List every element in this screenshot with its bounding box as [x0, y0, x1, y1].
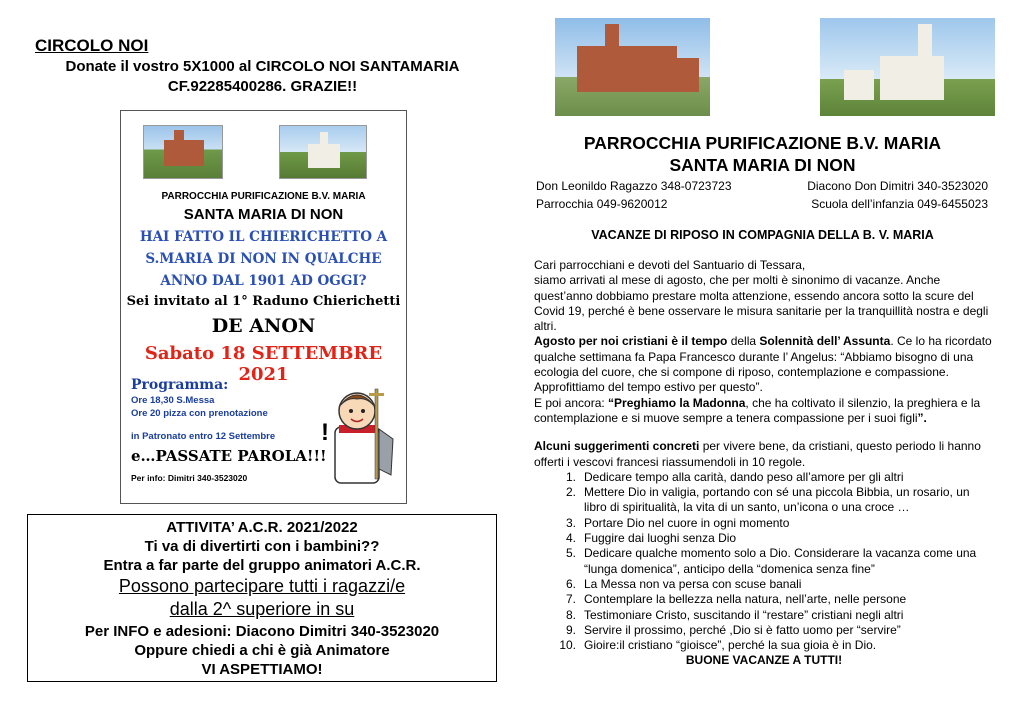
parish-title: PARROCCHIA PURIFICAZIONE B.V. MARIA: [583, 133, 942, 153]
poster-de-anon: DE ANON: [211, 315, 316, 337]
contact-diacono: Diacono Don Dimitri 340-3523020: [807, 179, 988, 193]
list-item: 10. Gioire:il cristiano “gioisce”, perché la sua gioia è in Dio.: [559, 638, 877, 653]
poster-date: Sabato 18 SETTEMBRE 2021: [144, 343, 383, 385]
circolo-title: CIRCOLO NOI: [35, 36, 149, 55]
list-item: 7. Contemplare la bellezza nella natura, nell’arte, nelle persone: [565, 592, 907, 607]
circolo-donation-text: Donate il vostro 5X1000 al CIRCOLO NOI SANTAMARIA: [65, 58, 460, 75]
list-item: 9. Servire il prossimo, perché ,Dio si è fatto uomo per “servire”: [565, 622, 901, 637]
list-item: 2. Mettere Dio in valigia, portando con sé una piccola Bibbia, un rosario, un libro di spiritualità, la vita di un santo, un’icona o una croce …: [565, 485, 970, 515]
poster-programma-patronato: in Patronato entro 12 Settembre: [131, 431, 276, 442]
poster-question-line-2: S.MARIA DI NON IN QUALCHE: [145, 251, 382, 267]
list-item: 6. La Messa non va persa con scuse banali: [565, 576, 802, 591]
poster-question-line-3: ANNO DAL 1901 AD OGGI?: [160, 273, 367, 289]
article-greeting: Cari parrocchiani e devoti del Santuario di Tessara,: [534, 258, 806, 272]
acr-line-aspettiamo: VI ASPETTIAMO!: [201, 661, 323, 678]
acr-line-entra: Entra a far parte del gruppo animatori A.C.R.: [103, 557, 421, 574]
list-item: 3. Portare Dio nel cuore in ogni momento: [565, 515, 790, 530]
poster-church-photo-2: [279, 125, 367, 179]
article-paragraph: Agosto per noi cristiani è il tempo della Solennità dell’ Assunta. Ce lo ha ricordato qualche settimana fa Papa Francesco durante l’ Angelus: “Abbiamo bisogno di una ecologia del cuore, che si compone di riposo, contemplazione e compassione. Approfittiamo del tempo estivo per questo”.: [534, 334, 992, 395]
acr-line-oppure: Oppure chiedi a chi è già Animatore: [134, 642, 390, 659]
poster-question-line-1: HAI FATTO IL CHIERICHETTO A: [139, 229, 388, 245]
article-body: [534, 258, 994, 669]
list-item: 8. Testimoniare Cristo, suscitando il “restare” cristiani negli altri: [565, 607, 904, 622]
closing-greeting: BUONE VACANZE A TUTTI!: [685, 653, 843, 668]
rules-list: [534, 470, 994, 654]
circolo-fiscal-code: CF.92285400286. GRAZIE!!: [167, 78, 358, 95]
acr-box: [27, 514, 497, 682]
article-paragraph: E poi ancora: “Preghiamo la Madonna, che ha coltivato il silenzio, la preghiera e la contemplazione e si muove sempre a tenera compassione per i suoi figli”.: [534, 395, 981, 425]
poster-info: Per info: Dimitri 340-3523020: [131, 473, 248, 483]
chierichetti-poster: [120, 110, 407, 504]
list-item: 5. Dedicare qualche momento solo a Dio. Considerare la vacanza come una “lunga domenica”, anticipo della “domenica senza fine”: [565, 546, 977, 576]
poster-programma-title: Programma:: [131, 377, 229, 393]
poster-invite: Sei invitato al 1° Raduno Chierichetti: [126, 294, 401, 309]
acr-line-possono: Possono partecipare tutti i ragazzi/e: [118, 576, 406, 596]
article-paragraph: Alcuni suggerimenti concreti per vivere bene, da cristiani, questo periodo li hanno offerti i vescovi francesi riassumendoli in 10 regole.: [534, 439, 981, 469]
acr-line-info: Per INFO e adesioni: Diacono Dimitri 340-3523020: [84, 623, 440, 640]
acr-line-divertirti: Ti va di divertirti con i bambini??: [144, 538, 380, 555]
contact-don: Don Leonildo Ragazzo 348-0723723: [536, 179, 732, 193]
church-photo-white: [820, 18, 995, 116]
altar-boy-illustration: [317, 379, 397, 489]
list-item: 4. Fuggire dai luoghi senza Dio: [565, 531, 737, 546]
list-item: 1. Dedicare tempo alla carità, dando peso all’amore per gli altri: [565, 469, 904, 484]
acr-line-superiore: dalla 2^ superiore in su: [169, 599, 355, 619]
poster-exclamation: !: [321, 419, 329, 446]
poster-programma-pizza: Ore 20 pizza con prenotazione: [131, 408, 268, 419]
parish-subtitle: SANTA MARIA DI NON: [669, 155, 856, 175]
poster-programma-messa: Ore 18,30 S.Messa: [131, 395, 215, 406]
article-title: VACANZE DI RIPOSO IN COMPAGNIA DELLA B. V. MARIA: [591, 228, 934, 242]
church-photo-brick: [555, 18, 710, 116]
contact-scuola: Scuola dell’infanzia 049-6455023: [811, 197, 988, 211]
acr-title: ATTIVITA’ A.C.R. 2021/2022: [166, 519, 358, 536]
poster-santa-maria: SANTA MARIA DI NON: [183, 206, 344, 223]
poster-parrocchia: PARROCCHIA PURIFICAZIONE B.V. MARIA: [161, 191, 366, 202]
poster-passate-parola: e…PASSATE PAROLA!!!: [131, 447, 327, 465]
poster-church-photo-1: [143, 125, 223, 179]
contact-parrocchia: Parrocchia 049-9620012: [536, 197, 668, 211]
article-paragraph: siamo arrivati al mese di agosto, che per molti è sinonimo di vacanze. Anche quest’anno dobbiamo prestare molta attenzione, essendo ancora sotto la scure del Covid 19, perché è bene osservare le misura sanitarie per la tranquillità nostra e degli altri.: [534, 273, 989, 334]
